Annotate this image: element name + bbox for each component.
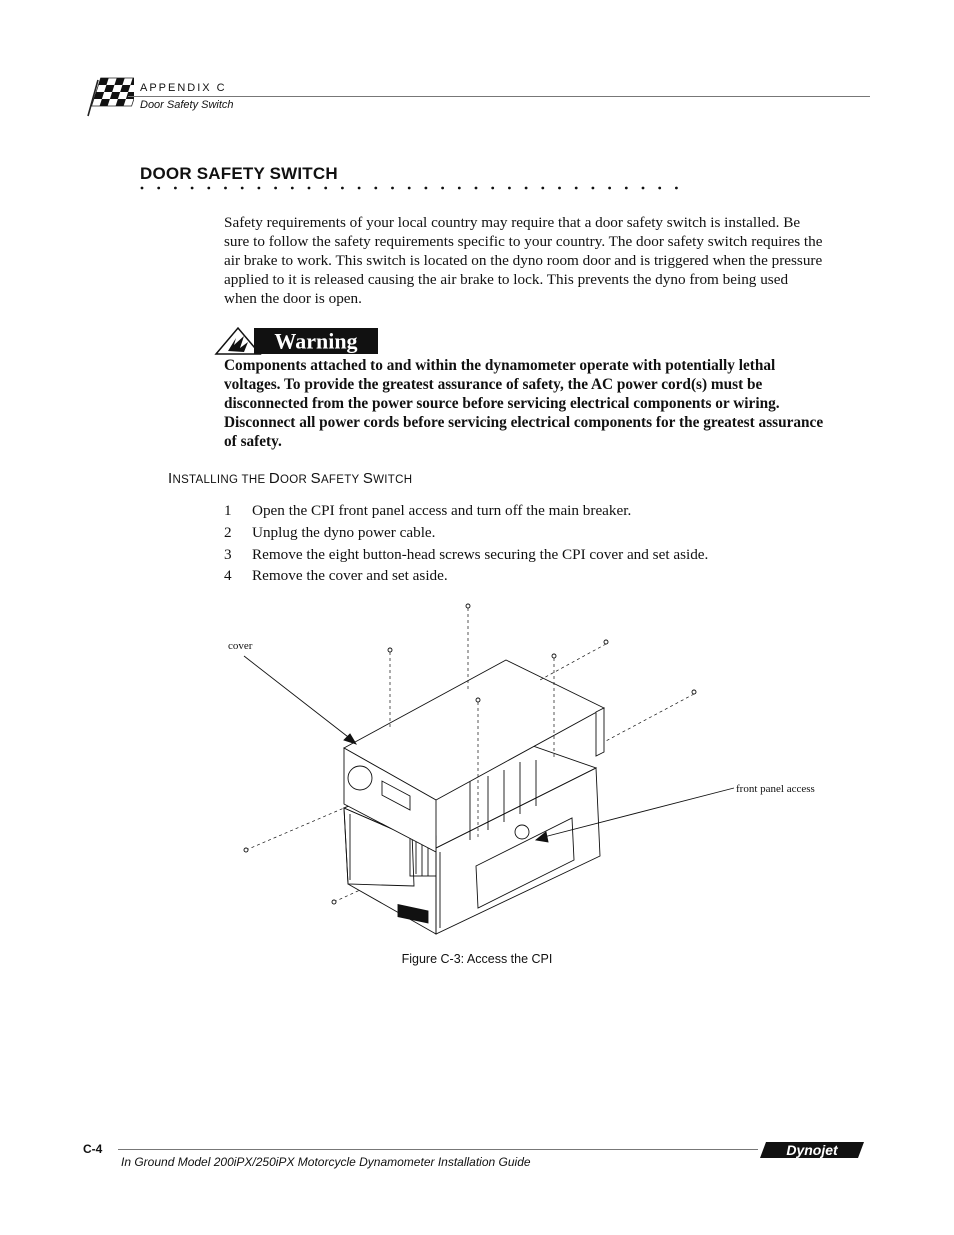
rule-dot [207,187,210,190]
subsection-title-cap: I [168,470,173,487]
cpi-cover [344,660,604,852]
step-number: 1 [224,502,232,519]
dynojet-logo [760,1140,866,1160]
footer-rule [118,1149,758,1150]
subsection-title-cap: S [362,470,374,487]
step-text: Unplug the dyno power cable. [252,524,436,541]
rule-dot [291,187,294,190]
subsection-title-rest: WITCH [373,474,413,486]
rule-dot [575,187,578,190]
section-dotted-rule [140,184,688,192]
warning-badge-label: Warning [274,328,358,354]
rule-dot [425,187,428,190]
rule-dot [608,187,611,190]
rule-dot [241,187,244,190]
rule-dot [308,187,311,190]
header-subtitle: Door Safety Switch [140,99,234,111]
rule-dot [441,187,444,190]
subsection-title-rest: AFETY [320,474,363,486]
rule-dot [491,187,494,190]
rule-dot [141,187,144,190]
rule-dot [642,187,645,190]
figure-label-cover: cover [228,640,253,652]
list-item [224,566,448,585]
list-item [224,545,708,564]
step-text: Open the CPI front panel access and turn off the main breaker. [252,502,632,519]
intro-paragraph: Safety requirements of your local country may require that a door safety switch is installed. Be sure to follow the safety requirements specific to your country. The door safety switch requires the air brake to work. This switch is located on the dyno room door and is triggered when the pressure applied to it is released causing the air brake to lock. This prevents the dyno from being used when the door is open. [224,214,823,307]
figure-caption: Figure C-3: Access the CPI [401,952,553,966]
rule-dot [558,187,561,190]
rule-dot [374,187,377,190]
rule-dot [324,187,327,190]
rule-dot [458,187,461,190]
rule-dot [224,187,227,190]
warning-badge [214,326,380,356]
subsection-title-rest: OOR [280,474,311,486]
subsection-title-cap: S [310,470,321,487]
rule-dot [625,187,628,190]
section-title: DOOR SAFETY SWITCH [140,164,338,183]
figure-label-front-panel: front panel access [736,783,815,795]
step-number: 4 [224,567,232,584]
rule-dot [157,187,160,190]
subsection-title-cap: D [268,470,281,487]
subsection-title [168,470,412,487]
dynojet-logo-text: Dynojet [786,1142,838,1158]
footer-page-number: C-4 [83,1142,103,1156]
list-item [224,523,435,542]
cpi-exploded-drawing [226,596,846,944]
step-number: 3 [224,546,232,563]
rule-dot [541,187,544,190]
rule-dot [592,187,595,190]
step-number: 2 [224,524,232,541]
step-text: Remove the eight button-head screws securing the CPI cover and set aside. [252,546,709,563]
subsection-title-rest: NSTALLING THE [172,474,269,486]
rule-dot [358,187,361,190]
step-text: Remove the cover and set aside. [252,567,448,584]
warning-text: Components attached to and within the dynamometer operate with potentially lethal voltages. To provide the greatest assurance of safety, the AC power cord(s) must be disconnected from the power source before servicing electrical components or wiring. Disconnect all power cords before servicing electrical components for the greatest assurance of safety. [224,357,824,450]
rule-dot [341,187,344,190]
rule-dot [191,187,194,190]
rule-dot [174,187,177,190]
footer-document-title: In Ground Model 200iPX/250iPX Motorcycle Dynamometer Installation Guide [121,1155,531,1169]
list-item [224,501,631,520]
rule-dot [525,187,528,190]
rule-dot [258,187,261,190]
header-rule [128,96,870,97]
header-appendix-label: APPENDIX C [140,82,227,94]
rule-dot [408,187,411,190]
rule-dot [675,187,678,190]
rule-dot [508,187,511,190]
rule-dot [658,187,661,190]
checkered-flag-icon [82,74,134,118]
rule-dot [391,187,394,190]
rule-dot [274,187,277,190]
rule-dot [475,187,478,190]
